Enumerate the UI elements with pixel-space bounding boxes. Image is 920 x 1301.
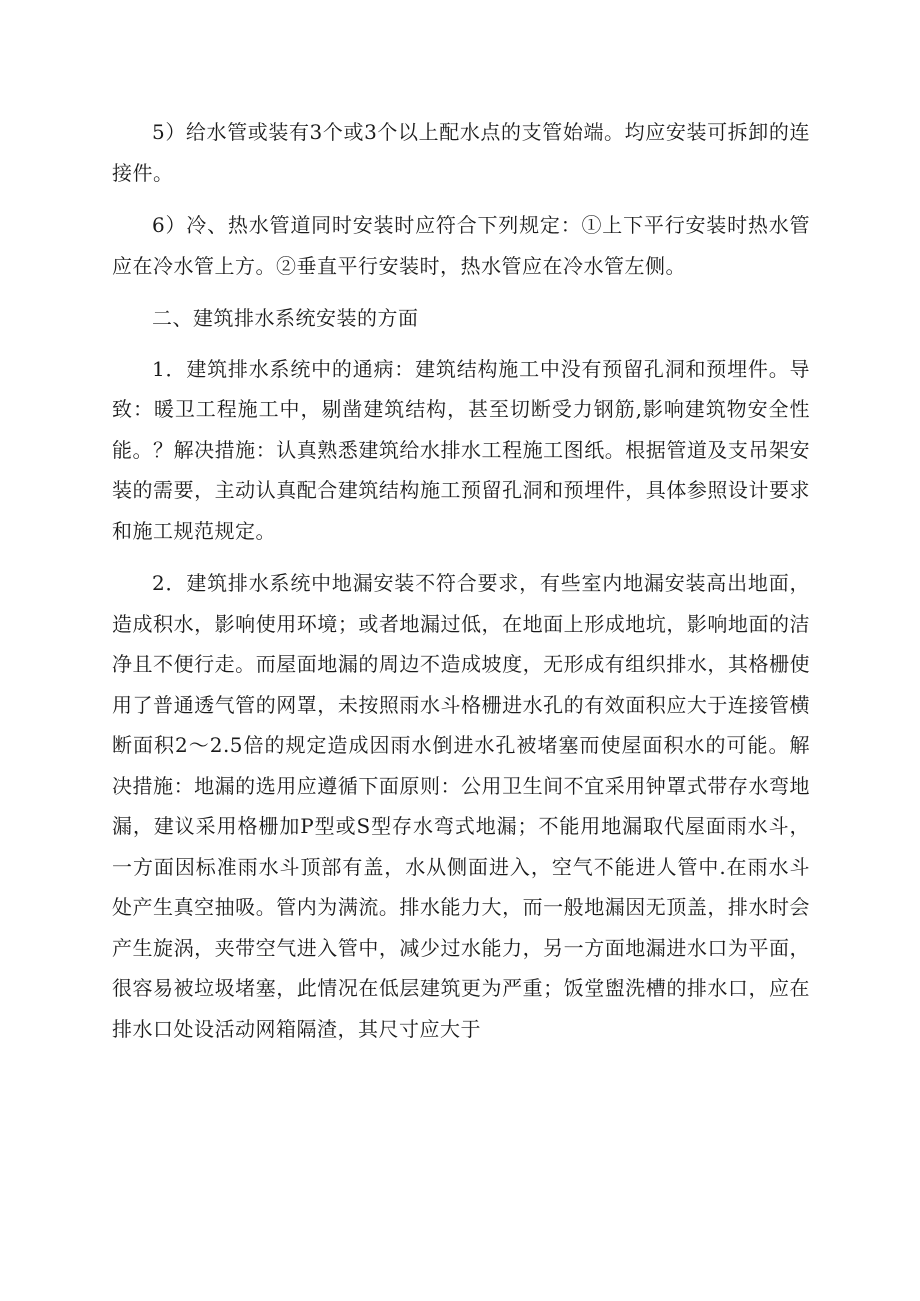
paragraph-drainage-1: 1．建筑排水系统中的通病：建筑结构施工中没有预留孔洞和预埋件。导致：暖卫工程施工中，剔凿建筑结构，甚至切断受力钢筋,影响建筑物安全性能。？解决措施：认真熟悉建筑给水排水工程施工图纸。根据管道及支吊架安装的需要，主动认真配合建筑结构施工预留孔洞和预埋件，具体参照设计要求和施工规范规定。 xyxy=(112,356,810,543)
paragraph-item-5: 5）给水管或装有3个或3个以上配水点的支管始端。均应安装可拆卸的连接件。 xyxy=(112,120,810,185)
paragraph-item-6: 6）冷、热水管道同时安装时应符合下列规定：①上下平行安装时热水管应在冷水管上方。②垂直平行安装时，热水管应在冷水管左侧。 xyxy=(112,213,810,278)
section-heading-drainage: 二、建筑排水系统安装的方面 xyxy=(152,306,419,330)
paragraph-drainage-2: 2．建筑排水系统中地漏安装不符合要求，有些室内地漏安装高出地面，造成积水，影响使用环境；或者地漏过低，在地面上形成地坑，影响地面的洁净且不便行走。而屋面地漏的周边不造成坡度，无形成有组织排水，其格栅使用了普通透气管的网罩，未按照雨水斗格栅进水孔的有效面积应大于连接管横断面积2～2.5倍的规定造成因雨水倒进水孔被堵塞而使屋面积水的可能。解决措施：地漏的选用应遵循下面原则：公用卫生间不宜采用钟罩式带存水弯地漏，建议采用格栅加P型或S型存水弯式地漏；不能用地漏取代屋面雨水斗，一方面因标准雨水斗顶部有盖，水从侧面进入，空气不能进人管中.在雨水斗处产生真空抽吸。管内为满流。排水能力大，而一般地漏因无顶盖，排水时会产生旋涡，夹带空气进入管中，减少过水能力，另一方面地漏进水口为平面，很容易被垃圾堵塞，此情况在低层建筑更为严重；饭堂盥洗槽的排水口，应在排水口处设活动网箱隔渣，其尺寸应大于 xyxy=(112,571,810,1041)
